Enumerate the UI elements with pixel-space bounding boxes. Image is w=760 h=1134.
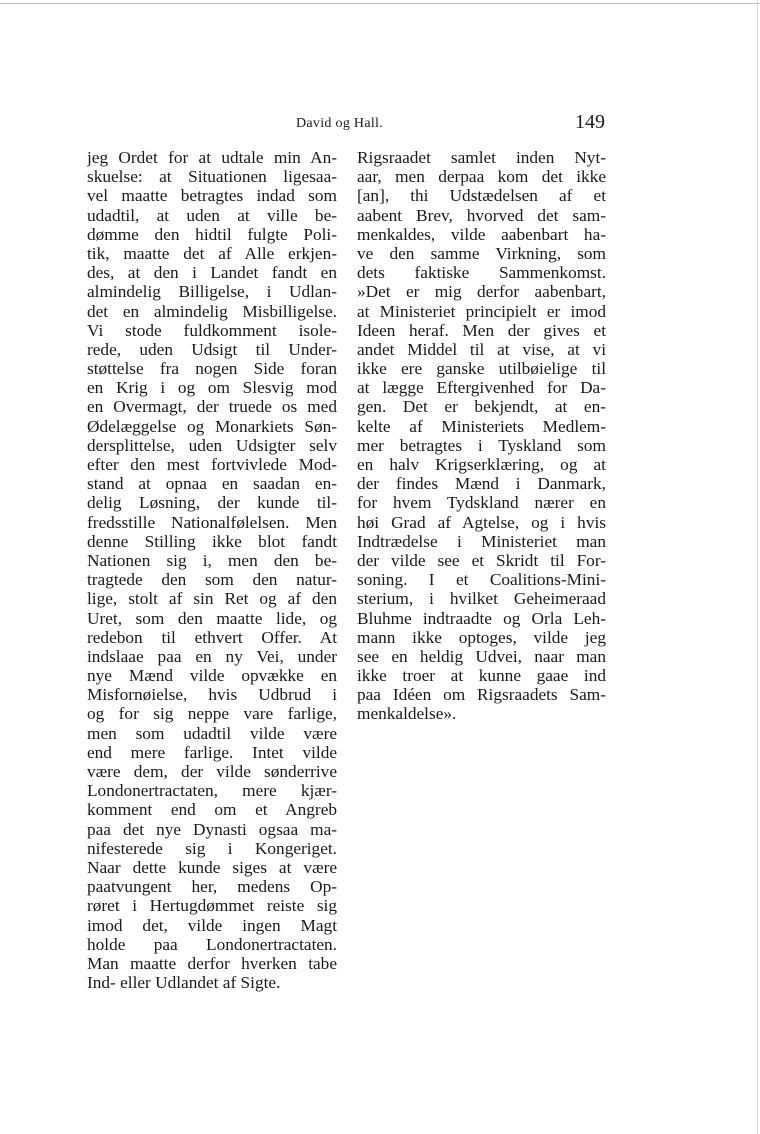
text-line: ve den samme Virkning, som [357,243,606,263]
text-line: dersplittelse, uden Udsigter selv [87,435,337,455]
text-line: paa Idéen om Rigsraadets Sam- [357,685,606,705]
scan-edge-top [0,3,760,4]
text-line: Nationen sig i, men den be- [87,550,337,570]
text-line: Ideen heraf. Men der gives et [357,320,606,340]
text-line: indslaae paa en ny Vei, under [87,646,337,666]
text-line: delig Løsning, der kunde til- [87,493,337,513]
text-line: tragtede den som den natur- [87,570,337,590]
text-line: Bluhme indtraadte og Orla Leh- [357,608,606,628]
text-line: see en heldig Udvei, naar man [357,646,606,666]
text-line: udadtil, at uden at ville be- [87,205,337,225]
text-line: mer betragtes i Tyskland som [357,435,606,455]
text-line: menkaldelse». [357,704,457,724]
text-line: paa det nye Dynasti ogsaa ma- [87,819,337,839]
text-column-left [87,148,337,992]
text-line: efter den mest fortvivlede Mod- [87,455,337,474]
text-line: Man maatte derfor hverken tabe [87,953,337,973]
text-line: kelte af Ministeriets Medlem- [357,416,606,436]
text-line: Ødelæggelse og Monarkiets Søn- [87,416,337,436]
text-line: jeg Ordet for at udtale min An- [87,148,337,167]
text-line: des, at den i Landet fandt en [87,263,337,283]
text-line: at lægge Eftergivenhed for Da- [357,378,606,398]
text-line: almindelig Billigelse, i Udlan- [87,282,337,302]
text-line: [an], thi Udstædelsen af et [357,186,606,206]
text-line: dets faktiske Sammenkomst. [357,263,606,283]
text-line: andet Middel til at vise, at vi [357,339,606,359]
text-line: end mere farlige. Intet vilde [87,742,337,762]
page-number: 149 [575,111,605,133]
text-line: nye Mænd vilde opvække en [87,666,337,686]
text-line: og for sig neppe vare farlige, [87,704,337,724]
text-line: dømme den hidtil fulgte Poli- [87,224,337,244]
text-line: aar, men derpaa kom det ikke [357,167,606,187]
text-line: stand at opnaa en saadan en- [87,474,337,494]
text-line: soning. I et Coalitions-Mini- [357,570,606,590]
text-line: at Ministeriet principielt er imod [357,301,606,321]
text-line: aabent Brev, hvorved det sam- [357,205,606,225]
text-line: nifesterede sig i Kongeriget. [87,838,337,858]
text-line: fredsstille Nationalfølelsen. Men [87,512,337,532]
text-line: denne Stilling ikke blot fandt [87,531,337,551]
text-line: Naar dette kunde siges at være [87,857,337,877]
text-line: imod det, vilde ingen Magt [87,915,337,935]
text-line: men som udadtil vilde være [87,723,337,743]
running-title: David og Hall. [296,116,384,131]
text-line: høi Grad af Agtelse, og i hvis [357,512,606,532]
text-line: ikke troer at kunne gaae ind [357,666,606,686]
scan-edge-right [757,0,758,1134]
text-line: der vilde see et Skridt til For- [357,550,606,570]
text-line: en halv Krigserklæring, og at [357,455,606,474]
text-line: paatvungent her, medens Op- [87,877,337,897]
text-line: Vi stode fuldkomment isole- [87,320,337,340]
text-line: gen. Det er bekjendt, at en- [357,397,606,417]
text-line: sterium, i hvilket Geheimeraad [357,589,606,609]
text-line: Misfornøielse, hvis Udbrud i [87,685,337,705]
text-line: Ind- eller Udlandet af Sigte. [87,973,281,993]
text-line: Londonertractaten, mere kjær- [87,781,337,801]
text-line: redebon til ethvert Offer. At [87,627,337,647]
text-column-right [357,148,606,724]
text-line: Rigsraadet samlet inden Nyt- [357,148,606,167]
text-line: komment end om et Angreb [87,800,337,820]
text-line: tik, maatte det af Alle erkjen- [87,243,337,263]
text-line: vel maatte betragtes indad som [87,186,337,206]
text-line: menkaldes, vilde aabenbart ha- [357,224,606,244]
text-line: rede, uden Udsigt til Under- [87,339,337,359]
text-line: Uret, som den maatte lide, og [87,608,337,628]
text-line: støttelse fra nogen Side foran [87,359,337,379]
text-line: en Krig i og om Slesvig mod [87,378,337,398]
text-line: ikke ere ganske utilbøielige til [357,359,606,379]
text-line: for hvem Tydskland nærer en [357,493,606,513]
text-line: lige, stolt af sin Ret og af den [87,589,337,609]
text-line: holde paa Londonertractaten. [87,934,337,954]
text-line: skuelse: at Situationen ligesaa- [87,167,337,187]
text-line: der findes Mænd i Danmark, [357,474,606,494]
text-line: være dem, der vilde sønderrive [87,762,337,781]
text-line: mann ikke optoges, vilde jeg [357,627,606,647]
text-line: en Overmagt, der truede os med [87,397,337,417]
text-line: Indtrædelse i Ministeriet man [357,531,606,551]
text-line: »Det er mig derfor aabenbart, [357,282,606,302]
text-line: røret i Hertugdømmet reiste sig [87,896,337,916]
text-line: det en almindelig Misbilligelse. [87,301,337,321]
